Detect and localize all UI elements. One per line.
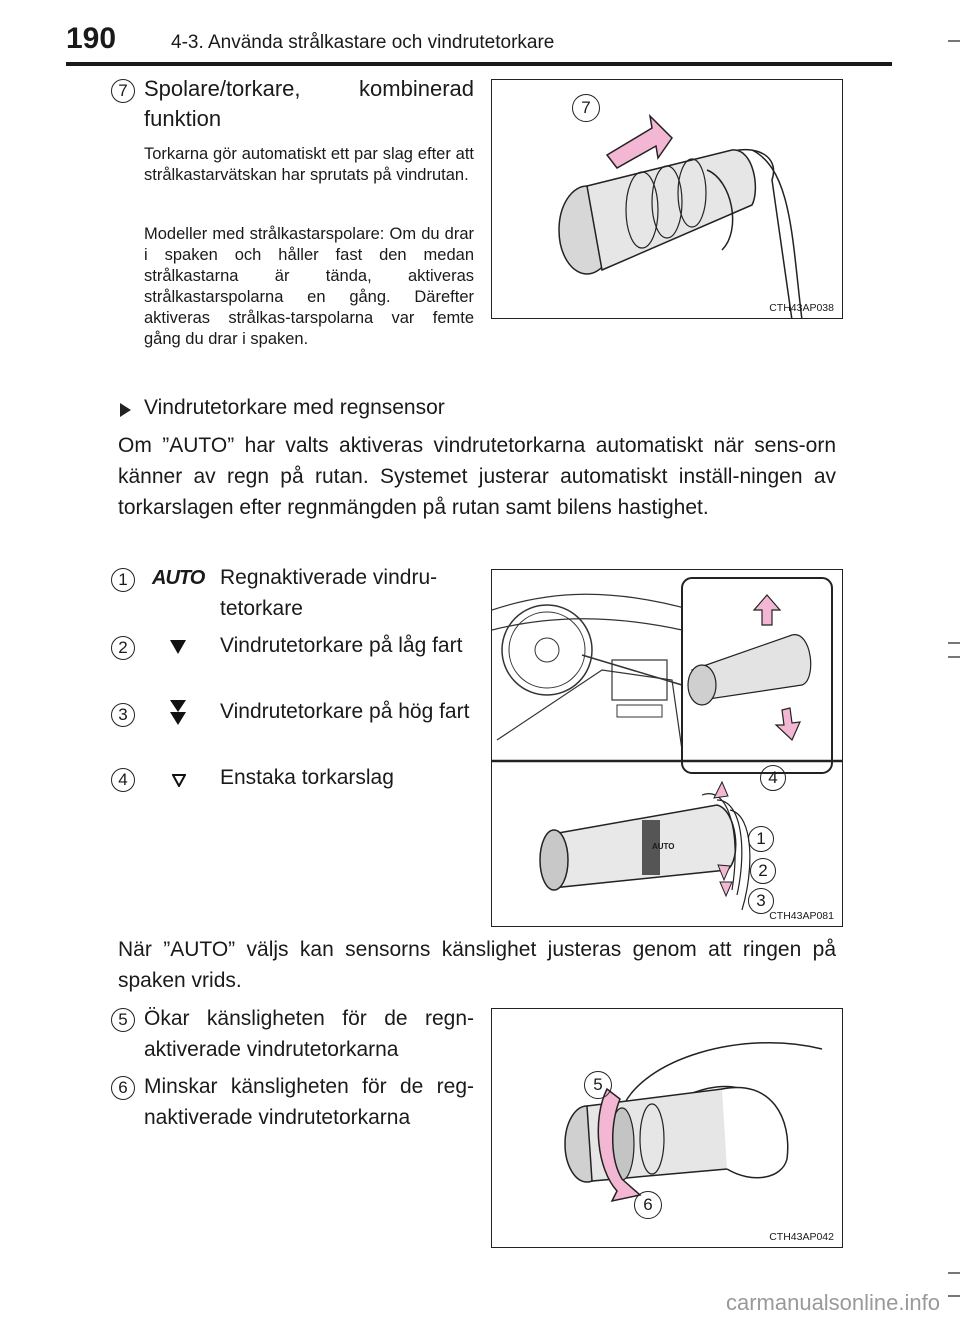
figure-code: CTH43AP081 [769, 910, 834, 922]
callout-3: 3 [748, 888, 774, 914]
washer-lever-illustration [492, 80, 843, 319]
callout-1: 1 [748, 826, 774, 852]
lever-auto-text: AUTO [652, 842, 675, 851]
section-title: 4-3. Använda strålkastare och vindrutetorkare [171, 32, 555, 53]
mode-1-label: Regnaktiverade vindru-tetorkare [220, 566, 438, 620]
figure-code: CTH43AP038 [769, 302, 834, 314]
crop-mark [948, 642, 960, 644]
crop-mark [948, 1295, 960, 1297]
mode-2-label: Vindrutetorkare på låg fart [220, 634, 463, 657]
mode-2-badge: 2 [111, 636, 135, 660]
mode-3-label: Vindrutetorkare på hög fart [220, 700, 470, 723]
figure-code: CTH43AP042 [769, 1231, 834, 1243]
rain-sensor-illustration [492, 570, 843, 927]
callout-7: 7 [572, 94, 600, 122]
sensitivity-ring-illustration [492, 1009, 843, 1248]
mode-4-badge: 4 [111, 768, 135, 792]
crop-mark [948, 40, 960, 42]
item-6-badge: 6 [111, 1076, 135, 1100]
sensitivity-intro: När ”AUTO” väljs kan sensorns känslighet justeras genom att ringen på spaken vrids. [118, 938, 836, 992]
page-number: 190 [66, 22, 117, 55]
sensitivity-ring-figure [491, 1008, 843, 1248]
rain-sensor-heading: Vindrutetorkare med regnsensor [144, 396, 445, 419]
rain-sensor-lever-figure [491, 569, 843, 927]
callout-4: 4 [760, 765, 786, 791]
double-down-arrow-icon [170, 700, 186, 726]
callout-2: 2 [750, 858, 776, 884]
mode-3-badge: 3 [111, 703, 135, 727]
hollow-triangle-icon [172, 774, 186, 787]
callout-6: 6 [634, 1191, 662, 1219]
rain-sensor-body: Om ”AUTO” har valts aktiveras vindrutetorkarna automatiskt när sens-orn känner av regn på rutan. Systemet justerar automatiskt inställ-ningen av torkarslagen efter regnmängden på rutan samt bilens hastighet. [118, 434, 836, 519]
washer-lever-figure [491, 79, 843, 319]
item-number-badge: 7 [111, 79, 135, 103]
item-7-paragraph-2: Modeller med strålkastarspolare: Om du drar i spaken och håller fast den medan strålkastarna är tända, aktiveras strålkastarspolarna en gång. Därefter aktiveras strålkas-tarspolarna var femte gång du drar i spaken. [144, 225, 474, 348]
auto-symbol: AUTO [152, 567, 205, 589]
item-7-title: Spolare/torkare, kombinerad funktion [144, 76, 474, 131]
item-7-paragraph-1: Torkarna gör automatiskt ett par slag efter att strålkastarvätskan har sprutats på vindrutan. [144, 145, 474, 184]
callout-5: 5 [584, 1071, 612, 1099]
triangle-bullet-icon [120, 403, 131, 417]
item-5-badge: 5 [111, 1008, 135, 1032]
crop-mark [948, 1272, 960, 1274]
footer-watermark: carmanualsonline.info [725, 1290, 940, 1315]
item-6-label: Minskar känsligheten för de reg-naktiverade vindrutetorkarna [144, 1075, 474, 1129]
header-rule [66, 62, 892, 66]
item-5-label: Ökar känsligheten för de regn-aktiverade vindrutetorkarna [144, 1007, 474, 1061]
single-down-arrow-icon [170, 640, 186, 654]
mode-1-badge: 1 [111, 568, 135, 592]
crop-mark [948, 656, 960, 658]
mode-4-label: Enstaka torkarslag [220, 766, 394, 789]
